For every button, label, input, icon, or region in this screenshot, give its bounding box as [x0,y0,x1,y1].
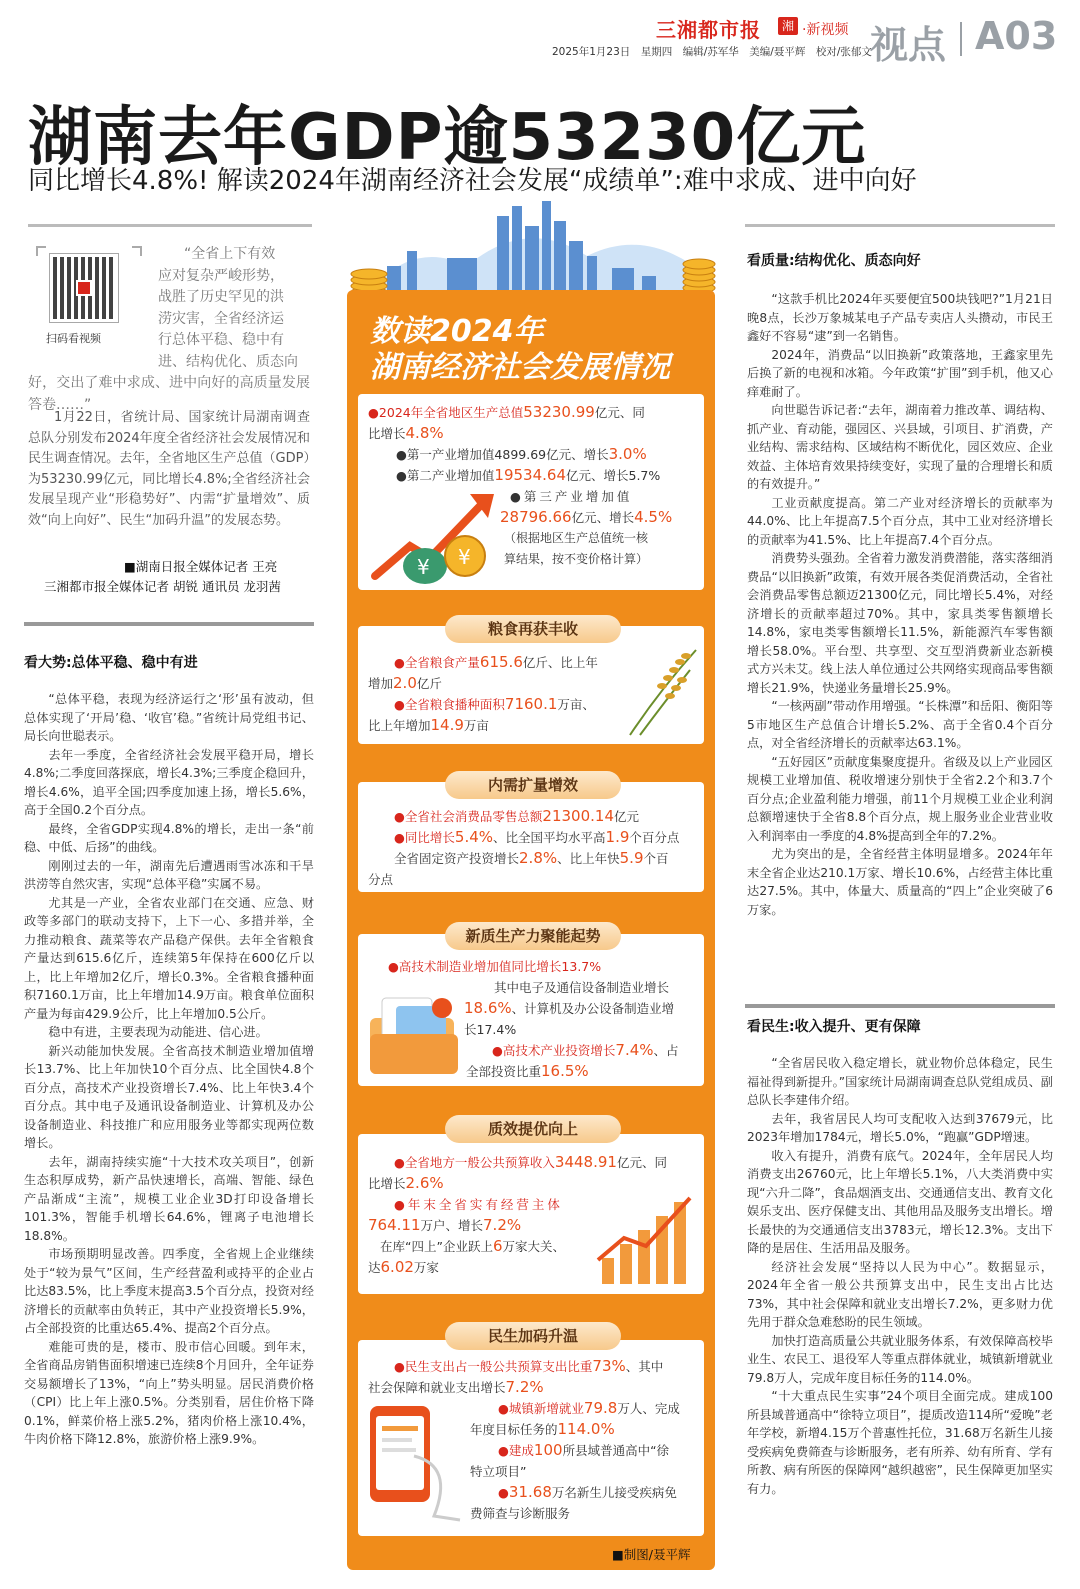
tertiary-industry-growth: 4.5% [634,508,673,526]
pull-quote-line: 应对复杂严峻形势， [158,267,284,284]
new-productivity-card-title: 新质生产力聚能起势 [445,922,621,950]
graphic-credit: ■制图/聂平辉 [612,1547,691,1562]
electronics-label: 其中电子及通信设备制造业增长 [494,980,670,995]
retail-sales-unit: 亿元 [614,809,640,824]
investment-growth-unit: 个百 [643,851,669,866]
grain-area-increase-label: 比上年增加 [368,718,431,733]
secondary-industry-value: 19534.64 [494,466,566,484]
subheadline: 同比增长4.8%! 解读2024年湖南经济社会发展“成绩单”:难中求成、进中向好 [28,166,917,196]
gdp-note-line: 算结果，按不变价格计算） [504,552,649,566]
secondary-industry-growth: 亿元、增长5.7% [566,468,661,483]
quality-card-title: 质效提优向上 [445,1115,621,1143]
hightech-investment-unit: 、占 [653,1043,679,1058]
svg-text:¥: ¥ [458,545,471,569]
retail-growth-unit: 个百分点 [629,830,680,845]
newspaper-name: 三湘都市报 [656,18,761,42]
video-channel-label: ·新视频 [802,22,849,38]
hightech-investment-value: 7.4% [615,1041,654,1059]
article-paragraph: “总体平稳，表现为经济运行之‘形’虽有波动，但总体实现了‘开局’稳、‘收官’稳。”省统计局党组书记、局长向世聪表示。 [24,692,314,743]
byline-reporters: 三湘都市报全媒体记者 胡锐 通讯员 龙羽茜 [44,579,281,594]
four-up-value: 6.02 [380,1258,414,1276]
right-article-body-livelihood [747,1054,1053,1498]
bar-growth-icon [594,1188,698,1288]
pull-quote-line: 战胜了历史罕见的洪 [158,289,284,305]
article-paragraph: 收入有提升，消费有底气。2024年，全年居民人均消费支出26760元，比上年增长5.1%，八大类消费中实现“六升二降”，食品烟酒支出、交通通信支出、教育文化娱乐支出、医疗保健支出、其他用品及服务支出增长。增长最快的为交通通信支出3783元，增长12.3%。支出下降的是居住、生活用品及服务。 [747,1148,1053,1255]
page-number: A03 [975,14,1058,58]
grain-output-value: 615.6 [479,653,523,671]
livelihood-share-label: ●民生支出占一般公共预算支出比重 [394,1359,593,1374]
grain-area-increase-unit: 万亩 [463,718,489,733]
right-column-top-rule [745,224,1055,227]
newborn-value: 31.68 [508,1483,552,1501]
right-article-body-quality [747,290,1053,919]
article-paragraph: 尤为突出的是，全省经营主体明显增多。2024年年末全省企业达210.1万家、增长10.6%，占经营主体比重达27.5%。其中，体量大、质量高的“四上”企业突破了6万家。 [747,847,1053,917]
employment-value: 79.8 [583,1399,618,1417]
section-divider [960,22,962,56]
hightech-mfg-line: ●高技术制造业增加值同比增长13.7% [388,959,602,974]
electronics-value: 18.6% [464,999,512,1017]
grain-card-title: 粮食再获丰收 [445,615,621,643]
article-paragraph: 去年，湖南持续实施“十大技术攻关项目”，创新生态积厚成势，新产品快速增长，高端、智能、绿色产品渐成“主流”，规模工业企业3D打印设备增长101.3%，智能手机增长64.6%，锂离子电池增长18.8%。 [24,1154,314,1243]
computer-label: 、计算机及办公设备制造业增 [511,1001,675,1016]
article-paragraph: 新兴动能加快发展。全省高技术制造业增加值增长13.7%、比上年加快10个百分点、比全国快4.8个百分点，高技术产业投资增长7.4%、比上年快3.4个百分点。其中电子及通讯设备制造业、计算机及办公设备制造业、科技推广和应用服务业等都实现两位数增长。 [24,1043,314,1150]
secondary-industry-label: ●第二产业增加值 [396,468,495,483]
svg-text:¥: ¥ [417,555,430,579]
article-paragraph: 消费势头强劲。全省着力激发消费潜能，落实落细消费品“以旧换新”政策，有效开展各类促消费活动，全省社会消费品零售总额迈21300亿元，同比增长5.4%，对经济增长的贡献率超过70%。其中，家具类零售额增长14.8%，家电类零售额增长11.5%，新能源汽车零售额增长58.0%。平台型、共享型、交互型消费新业态新模式方兴未艾。线上法人单位通过公共网络实现商品零售额增长21.9%，快递业务量增长25.9%。 [747,551,1053,695]
article-paragraph: 向世聪告诉记者:“去年，湖南着力推改革、调结构、抓产业、育动能，强园区、兴县域，引项目、扩消费，产业结构、需求结构、区域结构不断优化，园区效应、企业效益、主体培育效果持续变好，实现了量的合理增长和质的有效提升。” [747,403,1053,491]
investment-share-label: 全部投资比重 [466,1064,542,1079]
article-paragraph: “五好园区”贡献度集聚度提升。省级及以上产业园区规模工业增加值、税收增速分别快于全省2.2个和3.7个百分点;企业盈利能力增强，前11个月规模工业企业利润总额增速快于全省8.8个百分点，规上服务业企业营业收入利润率由一季度的4.8%提高到全年的7.2%。 [747,754,1053,843]
market-entities-growth: 7.2% [483,1216,522,1234]
newborn-bullet: ● [498,1485,509,1500]
retail-growth-compare: 、比全国平均水平高 [493,830,606,845]
fiscal-growth-label: 比增长 [368,1176,406,1191]
article-paragraph: 去年一季度，全省经济社会发展平稳开局，增长4.8%;二季度回落探底，增长4.3%;三季度企稳回升，增长4.6%，追平全国;四季度加速上扬，增长5.6%，高于全国0.2个百分点。 [24,747,314,817]
section-heading-quality: 看质量:结构优化、质态向好 [747,253,921,269]
schools-value: 100 [533,1441,563,1459]
article-paragraph: 工业贡献度提高。第二产业对经济增长的贡献率为44.0%、比上年提高7.5个百分点，其中工业对经济增长的贡献率为41.5%、比上年提高7.4个百分点。 [747,495,1053,547]
byline-reporter: ■湖南日报全媒体记者 王亮 [124,559,278,574]
lead-paragraph [28,408,310,531]
gdp-note-line: （根据地区生产总值统一核 [504,531,649,545]
qr-label: 扫码看视频 [46,332,101,345]
article-paragraph: “全省居民收入稳定增长，就业物价总体稳定，民生福祉得到新提升。”国家统计局湖南调查总队党组成员、副总队长李建伟介绍。 [747,1056,1053,1107]
article-paragraph: 2024年，消费品“以旧换新”政策落地，王鑫家里先后换了新的电视和冰箱。今年政策“扩围”到手机，他又心痒难耐了。 [747,347,1053,399]
tertiary-industry-label: ●第三产业增加值 [510,489,633,504]
grain-increase-value: 2.0 [393,674,417,692]
article-paragraph: “十大重点民生实事”24个项目全面完成。建成100所县域普通高中“徐特立项目”，提质改造114所“爱晚”老年学校，新增4.15万个普惠性托位，31.68万名新生儿接受疾病免费筛查与诊断服务，老有所养、幼有所育、学有所教、病有所医的保障网“越织越密”，民生保障更加坚实有力。 [747,1389,1053,1496]
employment-unit: 万人、完成 [617,1401,680,1416]
wheat-icon [620,640,704,740]
pull-quote [28,244,310,416]
livelihood-share-unit: 、其中 [625,1359,664,1374]
gdp-unit: 亿元、同 [594,405,645,420]
primary-industry-line: ●第一产业增加值4899.69亿元、增长 [396,447,609,462]
employment-label: ●城镇新增就业 [498,1401,584,1416]
grain-card-text [368,652,628,736]
four-up-label: 在库“四上”企业跃上 [380,1239,493,1254]
gdp-line: ●2024年全省地区生产总值 [368,405,524,420]
newborn-service: 费筛查与诊断服务 [470,1506,571,1521]
computer-value: 长17.4% [464,1022,517,1037]
article-paragraph: 稳中有进，主要表现为动能进、信心进。 [48,1025,268,1039]
investment-growth-value: 2.8% [519,849,558,867]
livelihood-card-title: 民生加码升温 [445,1322,621,1350]
pull-quote-line: 好，交出了难中求成、进中向好的高质量发展答卷……” [28,375,310,413]
grain-area-value: 7160.1 [504,695,558,713]
livelihood-share-value: 73% [592,1357,626,1375]
section-heading-trend: 看大势:总体平稳、稳中有进 [24,655,198,671]
article-paragraph: 去年，我省居民人均可支配收入达到37679元，比2023年增加1784元，增长5.0%，“跑赢”GDP增速。 [747,1111,1053,1144]
headline: 湖南去年GDP逾53230亿元 [28,101,867,175]
demand-card-text [368,806,698,890]
left-section-rule [24,622,314,626]
article-paragraph: 加快打造高质量公共就业服务体系，有效保障高校毕业生、农民工、退役军人等重点群体就业，城镇新增就业79.8万人，完成年度目标任务的114.0%。 [747,1333,1053,1385]
article-paragraph: “一核两副”带动作用增强。“长株潭”和岳阳、衡阳等5市地区生产总值合计增长5.2%、高于全省0.4个百分点，对全省经济增长的贡献率达63.1%。 [747,699,1053,750]
article-paragraph: 尤其是一产业，全省农业部门在交通、应急、财政等多部门的联动支持下，上下一心、多措并举，全力推动粮食、蔬菜等农产品稳产保供。去年全省粮食产量达到615.6亿斤，连续第5年保持在600亿斤以上，比上年增加2亿斤，增长0.3%。全省粮食播种面积7160.1万亩，比上年增加14.9万亩。粮食单位面积产量为每亩429.9公斤，比上年增加0.5公斤。 [24,895,314,1021]
masthead [560,14,860,40]
investment-growth-label: 全省固定资产投资增长 [394,851,520,866]
pull-quote-line: 行总体平稳、稳中有 [158,332,284,348]
section-name: 视点 [870,23,947,67]
investment-share-value: 16.5% [541,1062,589,1080]
retail-growth-value: 5.4% [454,828,494,846]
newborn-label: 万名新生儿接受疾病免 [551,1485,677,1500]
infographic-subtitle: 湖南经济社会发展情况 [370,350,670,385]
article-paragraph: 最终，全省GDP实现4.8%的增长，走出一条“前稳、中低、后扬”的曲线。 [24,821,314,854]
fiscal-growth-value: 2.6% [405,1174,444,1192]
schools-label: ●建成 [498,1443,534,1458]
fiscal-revenue-value: 3448.91 [554,1153,617,1171]
grain-area-unit: 万亩、 [557,697,595,712]
article-paragraph: 刚刚过去的一年，湖南先后遭遇雨雪冰冻和干旱洪涝等自然灾害，实现“总体平稳”实属不易。 [24,858,314,891]
retail-sales-value: 21300.14 [542,807,614,825]
market-entities-value: 764.11 [368,1216,421,1234]
document-phone-icon [364,1396,464,1526]
four-up-reach-label: 达 [368,1260,381,1275]
pull-quote-line: “全省上下有效 [184,246,276,262]
lead-text: 1月22日，省统计局、国家统计局湖南调查总队分别发布2024年度全省经济社会发展情况和民生调查情况。去年，全省地区生产总值（GDP）为53230.99亿元，同比增长4.8%;全省经济社会发展呈现产业“形稳势好”、内需“扩量增效”、质效“向上向好”、民生“加码升温”的发展态势。 [28,410,310,528]
four-up-unit: 万家 [413,1260,439,1275]
retail-sales-label: ●全省社会消费品零售总额 [394,809,543,824]
infographic-title: 数读2024年 [370,314,544,349]
market-entities-unit: 万户、增长 [420,1218,484,1233]
investment-growth-compare: 、比上年快 [557,851,620,866]
four-up-threshold-unit: 万家大关、 [502,1239,566,1254]
grain-increase-label: 增加 [368,676,394,691]
retail-growth-diff: 1.9 [605,828,630,846]
dateline: 2025年1月23日 星期四 编辑/苏军华 美编/聂平辉 校对/张郁文 [552,46,872,58]
right-section-rule [745,1004,1055,1008]
investment-growth-unit-cont: 分点 [368,872,394,887]
employment-target-label: 年度目标任务的 [470,1422,558,1437]
grain-area-increase-value: 14.9 [430,716,464,734]
grain-output-unit: 亿斤、比上年 [522,655,598,670]
money-growth-icon [370,486,500,586]
four-up-threshold: 6 [492,1237,503,1255]
retail-growth-label: ●同比增长 [394,830,455,845]
fiscal-revenue-unit: 亿元、同 [616,1155,667,1170]
demand-card-title: 内需扩量增效 [445,771,621,799]
social-security-value: 7.2% [505,1378,544,1396]
gdp-growth-label: 比增长 [368,426,406,441]
article-paragraph: “这款手机比2024年买要便宜500块钱吧?”1月21日晚8点，长沙万象城某电子产品专卖店人头攒动，市民王鑫好不容易“逮”到一名销售。 [747,292,1053,343]
fiscal-revenue-label: ●全省地方一般公共预算收入 [394,1155,555,1170]
grain-increase-unit: 亿斤 [416,676,442,691]
pull-quote-line: 涝灾害，全省经济运 [158,310,284,327]
hightech-investment-label: ●高技术产业投资增长 [492,1043,616,1058]
tertiary-industry-unit: 亿元、增长 [571,510,635,525]
tertiary-industry-value: 28796.66 [500,508,572,526]
primary-industry-growth: 3.0% [608,445,647,463]
article-paragraph: 难能可贵的是，楼市、股市信心回暖。到年末，全省商品房销售面积增速已连续8个月回升，全年证券交易额增长了13%，“向上”势头明显。居民消费价格（CPI）比上年上涨0.5%。分类别看，居住价格下降0.1%，鲜菜价格上涨5.2%，猪肉价格上涨10.4%，牛肉价格下降12.8%，旅游价格上涨9.9%。 [24,1339,314,1446]
article-paragraph: 市场预期明显改善。四季度，全省规上企业继续处于“较为景气”区间，生产经营盈利或持平的企业占比达83.5%，比上季度末提高3.5个百分点，投资对经济增长的贡献率由负转正，其中产业投资增长5.9%，占全部投资的比重达65.4%、提高2个百分点。 [24,1247,314,1335]
article-paragraph: 经济社会发展“坚持以人民为中心”。数据显示，2024年全省一般公共预算支出中，民生支出占比达73%，其中社会保障和就业支出增长7.2%，更多财力优先用于群众急难愁盼的民生领域。 [747,1259,1053,1329]
pull-quote-line: 进、结构优化、质态向 [158,353,298,370]
folder-files-icon [362,988,466,1080]
gdp-growth-value: 4.8% [405,424,444,442]
schools-unit: 所县域普通高中“徐 [562,1443,670,1458]
employment-target-value: 114.0% [557,1420,615,1438]
gdp-value: 53230.99 [523,403,595,421]
social-security-label: 社会保障和就业支出增长 [368,1380,506,1395]
grain-area-label: ●全省粮食播种面积 [394,697,505,712]
investment-growth-diff: 5.9 [619,849,644,867]
market-entities-label: ●年末全省实有经营主体 [394,1197,563,1212]
left-column-top-rule [28,224,312,227]
section-heading-livelihood: 看民生:收入提升、更有保障 [747,1019,921,1035]
newspaper-logo-icon: 湘 [778,17,798,35]
grain-output-label: ●全省粮食产量 [394,655,480,670]
schools-project: 特立项目” [470,1464,527,1479]
left-article-body [24,690,314,1449]
